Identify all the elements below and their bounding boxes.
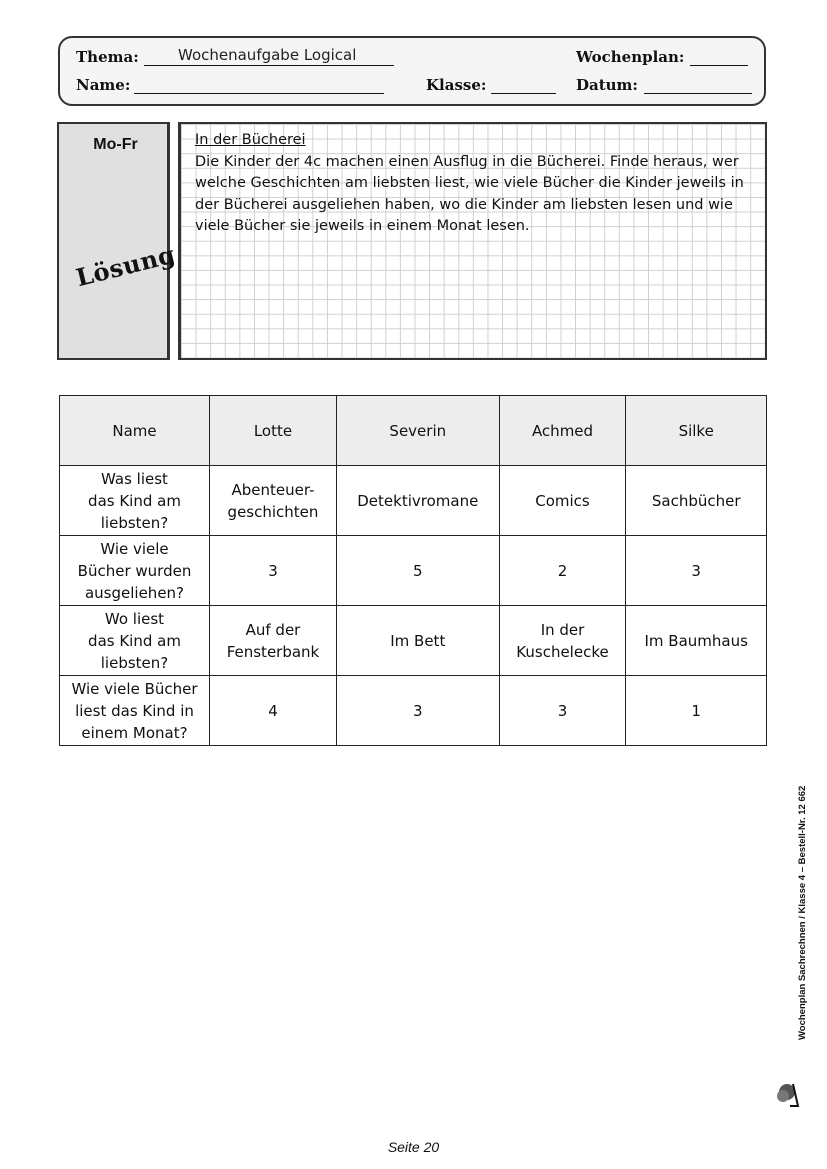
answer-cell (336, 606, 499, 676)
answer-line: Detektivromane (357, 491, 479, 510)
question-line: liest das Kind in (75, 701, 194, 720)
answer-line: Abenteuer- (231, 480, 315, 499)
datum-label: Datum: (576, 76, 638, 94)
question-line: liebsten? (100, 653, 169, 672)
name-line (134, 93, 384, 94)
thema-value: Wochenaufgabe Logical (178, 46, 357, 64)
answer-cell (210, 676, 337, 746)
answer-cell (336, 676, 499, 746)
question-line: ausgeliehen? (84, 583, 185, 602)
table-row (60, 676, 767, 746)
task-text: Die Kinder der 4c machen einen Ausflug in die Bücherei. Finde heraus, wer welche Geschichten am liebsten liest, wie viele Bücher die Kinder jeweils in der Bücherei ausgeliehen haben, wo die Kinder am liebsten lesen und wie viele Bücher sie jeweils in einem Monat lesen. (195, 153, 744, 234)
answer-cell (336, 466, 499, 536)
answer-line: 3 (268, 561, 278, 580)
task-title: In der Bücherei (195, 132, 306, 148)
table-row (60, 606, 767, 676)
answer-cell (499, 536, 626, 606)
answer-line: Kuschelecke (516, 642, 609, 661)
worksheet-header (58, 36, 766, 106)
question-line: Bücher wurden (77, 561, 192, 580)
answer-line: 4 (268, 701, 278, 720)
question-line: Wie viele Bücher (71, 679, 198, 698)
answer-cell (210, 536, 337, 606)
answer-line: 3 (413, 701, 423, 720)
question-line: das Kind am (88, 631, 181, 650)
header-cell-child: Severin (336, 396, 499, 466)
answer-cell (336, 536, 499, 606)
datum-line (644, 93, 752, 94)
klasse-label: Klasse: (426, 76, 487, 94)
header-cell-child: Lotte (210, 396, 337, 466)
wochenplan-label: Wochenplan: (576, 48, 685, 66)
wochenplan-line (690, 65, 748, 66)
day-box (57, 122, 179, 360)
question-cell (60, 536, 210, 606)
thema-line (144, 65, 394, 66)
table-header-row (60, 396, 767, 466)
page-number: Seite 20 (387, 1139, 440, 1155)
question-line: einem Monat? (81, 723, 188, 742)
answer-line: Im Bett (390, 631, 446, 650)
answer-cell (626, 536, 767, 606)
answer-line: Auf der (245, 620, 301, 639)
answer-cell (499, 676, 626, 746)
answer-line: Comics (535, 491, 590, 510)
table-row (60, 466, 767, 536)
question-cell (60, 466, 210, 536)
publisher-logo-icon (776, 1080, 804, 1110)
answer-cell (210, 606, 337, 676)
klasse-line (491, 93, 556, 94)
question-line: Wie viele (100, 539, 169, 558)
answer-cell (499, 606, 626, 676)
answer-line: In der (540, 620, 585, 639)
answer-line: Im Baumhaus (644, 631, 748, 650)
answer-cell (626, 466, 767, 536)
answer-line: geschichten (227, 502, 319, 521)
answer-cell (499, 466, 626, 536)
header-cell-child: Achmed (499, 396, 626, 466)
answer-cell (626, 606, 767, 676)
header-cell-child: Silke (626, 396, 767, 466)
question-cell (60, 606, 210, 676)
question-line: liebsten? (100, 513, 169, 532)
task-box (178, 122, 767, 360)
question-line: Wo liest (104, 609, 165, 628)
task-content (195, 130, 755, 238)
answer-line: Sachbücher (651, 491, 741, 510)
table-row (60, 536, 767, 606)
answer-cell (210, 466, 337, 536)
thema-label: Thema: (76, 48, 139, 66)
question-line: das Kind am (88, 491, 181, 510)
question-cell (60, 676, 210, 746)
question-line: Was liest (101, 469, 168, 488)
answer-line: 5 (413, 561, 423, 580)
solution-label: Lösung (73, 239, 179, 293)
answer-line: 1 (691, 701, 701, 720)
header-cell-name: Name (60, 396, 210, 466)
days-label: Mo-Fr (93, 136, 138, 153)
answer-line: 3 (557, 701, 568, 720)
logical-table (59, 395, 767, 746)
answer-line: 3 (691, 561, 701, 580)
side-credit: Wochenplan Sachrechnen / Klasse 4 – Bestell-Nr. 12 662 (797, 785, 808, 1040)
name-label: Name: (76, 76, 131, 94)
answer-line: 2 (557, 561, 568, 580)
answer-line: Fensterbank (226, 642, 320, 661)
answer-cell (626, 676, 767, 746)
